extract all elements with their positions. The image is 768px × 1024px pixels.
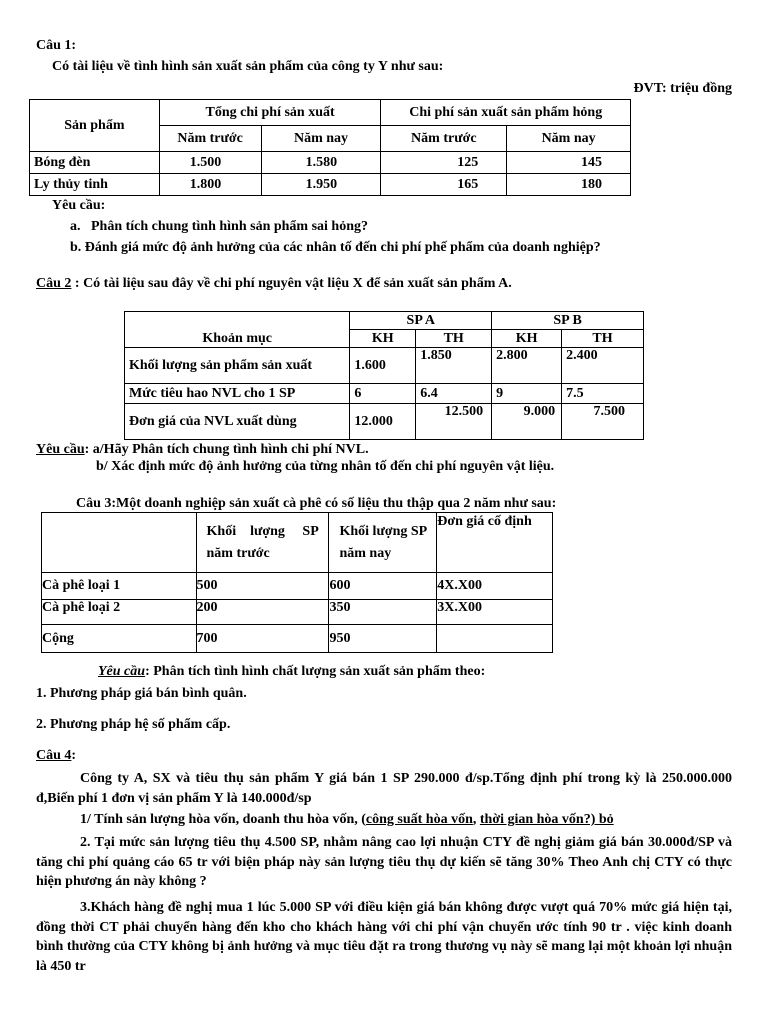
- row-item: Khối lượng sản phẩm sản xuất: [125, 348, 350, 384]
- cell: [437, 625, 553, 653]
- q4-p2-breakeven-time: thời gian hòa vốn?) bỏ: [479, 812, 614, 827]
- sp-a-header: SP A: [350, 312, 492, 330]
- now-qty-header: [329, 513, 437, 573]
- cell: 2.400: [562, 348, 644, 384]
- empty-header-cell: [42, 513, 197, 573]
- cell: 12.500: [416, 404, 492, 440]
- q4-p2-breakeven-capacity: công suất hòa vốn: [365, 812, 473, 827]
- cell: 2.800: [492, 348, 562, 384]
- cell: 9: [492, 384, 562, 404]
- cell: 4X.X00: [437, 573, 553, 600]
- cell: 950: [329, 625, 437, 653]
- cell: 1.580: [261, 152, 381, 174]
- cell: 7.5: [562, 384, 644, 404]
- table-row: [42, 573, 553, 600]
- q1-req-label: Yêu cầu:: [52, 198, 106, 213]
- defect-now-header: Năm nay: [507, 126, 631, 152]
- cell: 1.850: [416, 348, 492, 384]
- q1-req-a: a. Phân tích chung tình hình sản phẩm sai hỏng?: [70, 219, 368, 234]
- row-name: Ly thủy tinh: [30, 174, 160, 196]
- cell: 145: [507, 152, 631, 174]
- defect-prev-header: Năm trước: [381, 126, 507, 152]
- cell: 600: [329, 573, 437, 600]
- q3-req-line: [98, 664, 485, 680]
- q4-paragraph-1: Công ty A, SX và tiêu thụ sản phẩm Y giá bán 1 SP 290.000 đ/sp.Tổng định phí trong kỳ là 250.000.000 đ,Biến phí 1 đơn vị sản phẩm Y là 140.000đ/sp: [36, 771, 732, 806]
- cell: 1.500: [159, 152, 261, 174]
- cell: 1.950: [261, 174, 381, 196]
- table-row: [42, 600, 553, 625]
- q1-heading: Câu 1:: [36, 38, 77, 53]
- b-kh-header: KH: [492, 330, 562, 348]
- q1-unit: ĐVT: triệu đồng: [633, 81, 732, 96]
- q2-req-label: Yêu cầu: [36, 442, 85, 457]
- cell: 7.500: [562, 404, 644, 440]
- cell: 1.800: [159, 174, 261, 196]
- group-total-header: Tổng chi phí sản xuất: [159, 100, 381, 126]
- q3-req-text: : Phân tích tình hình chất lượng sản xuất sản phẩm theo:: [145, 664, 486, 679]
- cell: 9.000: [492, 404, 562, 440]
- cell: 6.4: [416, 384, 492, 404]
- prev-qty-header-line2: năm trước: [206, 545, 270, 561]
- row-name: Cộng: [42, 625, 197, 653]
- q2-req-a: : a/Hãy Phân tích chung tình hình chi phí NVL.: [84, 442, 369, 457]
- price-header: Đơn giá cố định: [437, 513, 553, 573]
- col-item-header: Khoản mục: [125, 312, 350, 348]
- a-th-header: TH: [416, 330, 492, 348]
- col-product-header: Sản phẩm: [30, 100, 160, 152]
- cell: 180: [507, 174, 631, 196]
- table-row: [30, 152, 631, 174]
- q3-table: [41, 512, 553, 653]
- q1-table: [29, 99, 631, 196]
- prev-qty-header-line1: Khối lượng SP: [206, 523, 319, 539]
- table-row: [42, 625, 553, 653]
- prev-qty-header: [196, 513, 329, 573]
- row-name: Cà phê loại 2: [42, 600, 197, 625]
- table-row: [30, 174, 631, 196]
- group-defect-header: Chi phí sản xuất sản phẩm hỏng: [381, 100, 631, 126]
- now-qty-header-line1: Khối lượng SP: [339, 523, 428, 539]
- total-prev-header: Năm trước: [159, 126, 261, 152]
- table-row: [125, 404, 644, 440]
- q2-intro-line: [36, 276, 512, 292]
- cell: 125: [381, 152, 507, 174]
- cell: 3X.X00: [437, 600, 553, 625]
- table-row: [125, 348, 644, 384]
- q2-table: [124, 311, 644, 440]
- q4-paragraph-3: 2. Tại mức sản lượng tiêu thụ 4.500 SP, nhằm nâng cao lợi nhuận CTY đề nghị giảm giá bán 30.000đ/SP và tăng chi phí quảng cáo 65 tr với biện pháp này sản lượng tiêu thụ dự kiến sẽ tăng 30% Theo Anh chị CTY có thực hiện phương án này không ?: [36, 835, 732, 889]
- b-th-header: TH: [562, 330, 644, 348]
- cell: 700: [196, 625, 329, 653]
- q1-intro: Có tài liệu về tình hình sản xuất sản phẩm của công ty Y như sau:: [52, 59, 444, 74]
- q4-heading: Câu 4: [36, 748, 72, 763]
- q4-heading-colon: :: [71, 748, 77, 763]
- row-item: Mức tiêu hao NVL cho 1 SP: [125, 384, 350, 404]
- cell: 165: [381, 174, 507, 196]
- row-item: Đơn giá của NVL xuất dùng: [125, 404, 350, 440]
- a-kh-header: KH: [350, 330, 416, 348]
- row-name: Cà phê loại 1: [42, 573, 197, 600]
- q4-paragraph-4: 3.Khách hàng đề nghị mua 1 lúc 5.000 SP với điều kiện giá bán không được vượt quá 70% mức giá hiện tại, đồng thời CT phải chuyển hàng đến kho cho khách hàng với chi phí vận chuyển ước tính 90 tr . việc kinh doanh bình thường của CTY không bị ảnh hưởng và mục tiêu đặt ra trong thương vụ này sẽ mang lại một khoản lợi nhuận là 450 tr: [36, 900, 732, 974]
- q3-intro: Câu 3:Một doanh nghiệp sản xuất cà phê có số liệu thu thập qua 2 năm như sau:: [76, 496, 557, 511]
- q4-heading-line: [36, 748, 76, 764]
- cell: 350: [329, 600, 437, 625]
- q2-req-b: b/ Xác định mức độ ảnh hưởng của từng nhân tố đến chi phí nguyên vật liệu.: [96, 459, 555, 474]
- q2-heading: Câu 2: [36, 276, 72, 291]
- q2-intro: : Có tài liệu sau đây về chi phí nguyên vật liệu X để sản xuất sản phẩm A.: [71, 276, 512, 291]
- q4-p2-sep: ,: [472, 812, 480, 827]
- table-row: [125, 384, 644, 404]
- row-name: Bóng đèn: [30, 152, 160, 174]
- q4-p2-text: 1/ Tính sản lượng hòa vốn, doanh thu hòa vốn, (: [80, 812, 366, 827]
- total-now-header: Năm nay: [261, 126, 381, 152]
- sp-b-header: SP B: [492, 312, 644, 330]
- cell: 6: [350, 384, 416, 404]
- cell: 1.600: [350, 348, 416, 384]
- now-qty-header-line2: năm nay: [339, 545, 392, 561]
- cell: 500: [196, 573, 329, 600]
- cell: 12.000: [350, 404, 416, 440]
- q3-method-2: 2. Phương pháp hệ số phẩm cấp.: [36, 717, 231, 732]
- cell: 200: [196, 600, 329, 625]
- q2-req-line: [36, 442, 369, 458]
- q1-req-b: b. Đánh giá mức độ ảnh hưởng của các nhân tố đến chi phí phế phẩm của doanh nghiệp?: [70, 240, 601, 255]
- q4-paragraph-2: [80, 812, 614, 828]
- q3-method-1: 1. Phương pháp giá bán bình quân.: [36, 686, 247, 701]
- q3-req-label: Yêu cầu: [98, 664, 146, 679]
